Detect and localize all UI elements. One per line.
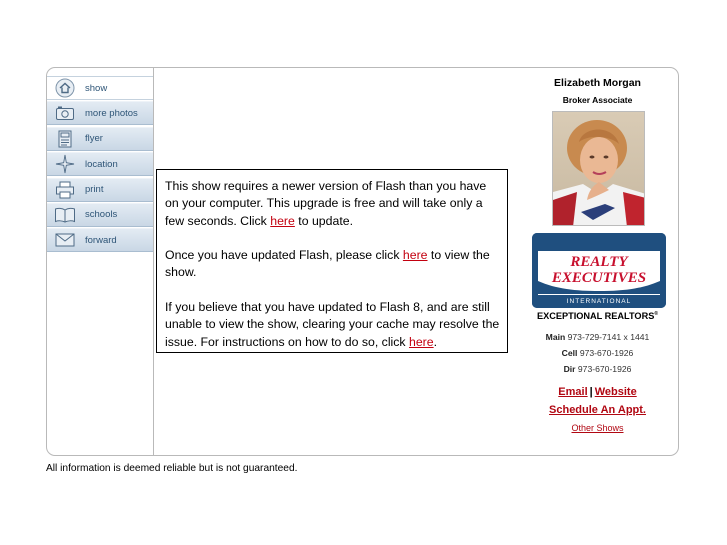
- email-link[interactable]: Email: [558, 386, 588, 398]
- nav-item-show[interactable]: [47, 76, 153, 100]
- phone-number: 973-670-1926: [577, 364, 632, 374]
- nav-label: schools: [85, 209, 118, 221]
- flash-upgrade-message: [156, 169, 508, 353]
- message-text: to view the show.: [165, 248, 490, 280]
- link-separator: |: [589, 386, 593, 398]
- nav-label: flyer: [85, 133, 103, 145]
- phone-label: Cell: [561, 348, 578, 358]
- location-icon: [53, 154, 77, 174]
- tagline-text: EXCEPTIONAL REALTORS: [536, 311, 655, 322]
- nav-item-schools[interactable]: [47, 203, 153, 227]
- nav-label: more photos: [85, 107, 138, 119]
- nav-item-more-photos[interactable]: [47, 101, 153, 125]
- printer-icon: [53, 180, 77, 200]
- tour-frame: [46, 67, 679, 456]
- phone-dir: [517, 364, 678, 374]
- nav-label: forward: [85, 234, 117, 246]
- message-text: This show requires a newer version of Flash than you have on your computer. This upgrade is free and will take only a few seconds. Click: [165, 179, 487, 228]
- phone-label: Main: [545, 332, 566, 342]
- agent-name: Elizabeth Morgan: [554, 77, 641, 89]
- agent-panel: [517, 68, 678, 455]
- agent-tagline: [517, 311, 678, 321]
- nav-menu: [47, 76, 153, 254]
- logo-text-executives: EXECUTIVES: [551, 270, 647, 286]
- nav-label: print: [85, 184, 104, 196]
- realty-executives-logo: [532, 233, 666, 308]
- agent-title: Broker Associate: [562, 95, 633, 105]
- message-text: Once you have updated Flash, please click: [165, 248, 403, 263]
- agent-photo: [552, 111, 645, 226]
- registered-mark: ®: [654, 311, 659, 317]
- update-flash-link[interactable]: here: [270, 213, 295, 228]
- phone-label: Dir: [563, 364, 576, 374]
- message-text: If you believe that you have updated to Flash 8, and are still unable to view the show, clearing your cache may resolve the issue. For instructions on how to do so, click: [165, 300, 500, 349]
- phone-number: 973-670-1926: [579, 348, 634, 358]
- nav-item-flyer[interactable]: [47, 127, 153, 151]
- flyer-icon: [53, 129, 77, 149]
- book-icon: [53, 205, 77, 225]
- phone-cell: [517, 348, 678, 358]
- message-text: to update.: [294, 213, 353, 228]
- view-show-link[interactable]: here: [402, 248, 428, 263]
- contact-links: [517, 386, 678, 398]
- home-icon: [53, 78, 77, 98]
- camera-icon: [53, 103, 77, 123]
- message-text: .: [433, 334, 438, 349]
- other-shows-link[interactable]: Other Shows: [571, 423, 624, 433]
- message-paragraph: [165, 247, 500, 282]
- envelope-icon: [53, 230, 77, 250]
- nav-item-print[interactable]: [47, 178, 153, 202]
- logo-text-realty: REALTY: [570, 254, 628, 270]
- sidebar: [47, 68, 154, 455]
- website-link[interactable]: Website: [594, 386, 637, 398]
- message-paragraph: [165, 178, 500, 230]
- nav-label: location: [85, 158, 118, 170]
- schedule-appointment-link[interactable]: Schedule An Appt.: [549, 404, 646, 416]
- show-area: [154, 68, 516, 455]
- phone-main: [517, 332, 678, 342]
- nav-item-forward[interactable]: [47, 228, 153, 252]
- message-paragraph: [165, 299, 500, 351]
- nav-label: show: [85, 82, 108, 94]
- logo-text-international: INTERNATIONAL: [566, 298, 632, 305]
- nav-item-location[interactable]: [47, 152, 153, 176]
- phone-number: 973-729-7141 x 1441: [567, 332, 650, 342]
- cache-instructions-link[interactable]: here: [409, 334, 434, 349]
- disclaimer: All information is deemed reliable but is not guaranteed.: [46, 463, 298, 474]
